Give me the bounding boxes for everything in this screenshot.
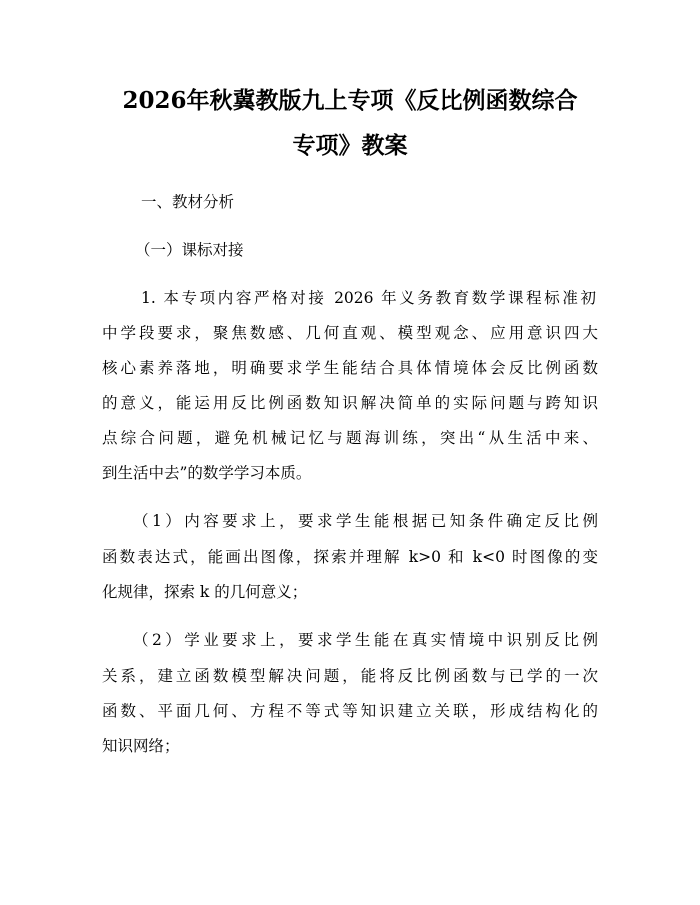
paragraph-1-line-1: 1. 本专项内容严格对接 2026 年义务教育数学课程标准初 (141, 289, 596, 307)
paragraph-3-line-4: 知识网络； (102, 737, 180, 755)
paragraph-1-line-4: 的意义，能运用反比例函数知识解决简单的实际问题与跨知识 (102, 394, 598, 412)
paragraph-2-line-1: （1）内容要求上，要求学生能根据已知条件确定反比例 (133, 512, 598, 530)
section-heading: 一、教材分析 (141, 193, 235, 211)
paragraph-3-line-2: 关系，建立函数模型解决问题，能将反比例函数与已学的一次 (102, 667, 598, 685)
document-title-line-2: 专项》教案 (292, 132, 408, 159)
paragraph-1-line-3: 核心素养落地，明确要求学生能结合具体情境体会反比例函数 (102, 359, 598, 377)
paragraph-2-line-2: 函数表达式，能画出图像，探索并理解 k>0 和 k<0 时图像的变 (102, 548, 598, 566)
paragraph-2-line-3: 化规律，探索 k 的几何意义； (102, 583, 308, 601)
paragraph-1-line-6: 到生活中去”的数学学习本质。 (102, 464, 312, 482)
subsection-heading: （一）课标对接 (135, 241, 244, 259)
paragraph-1-line-5: 点综合问题，避免机械记忆与题海训练，突出“从生活中来、 (102, 429, 598, 447)
document-title-line-1: 2026年秋冀教版九上专项《反比例函数综合 (122, 87, 578, 114)
paragraph-3-line-3: 函数、平面几何、方程不等式等知识建立关联，形成结构化的 (102, 702, 598, 720)
paragraph-3-line-1: （2）学业要求上，要求学生能在真实情境中识别反比例 (133, 631, 598, 649)
paragraph-1-line-2: 中学段要求，聚焦数感、几何直观、模型观念、应用意识四大 (102, 324, 598, 342)
